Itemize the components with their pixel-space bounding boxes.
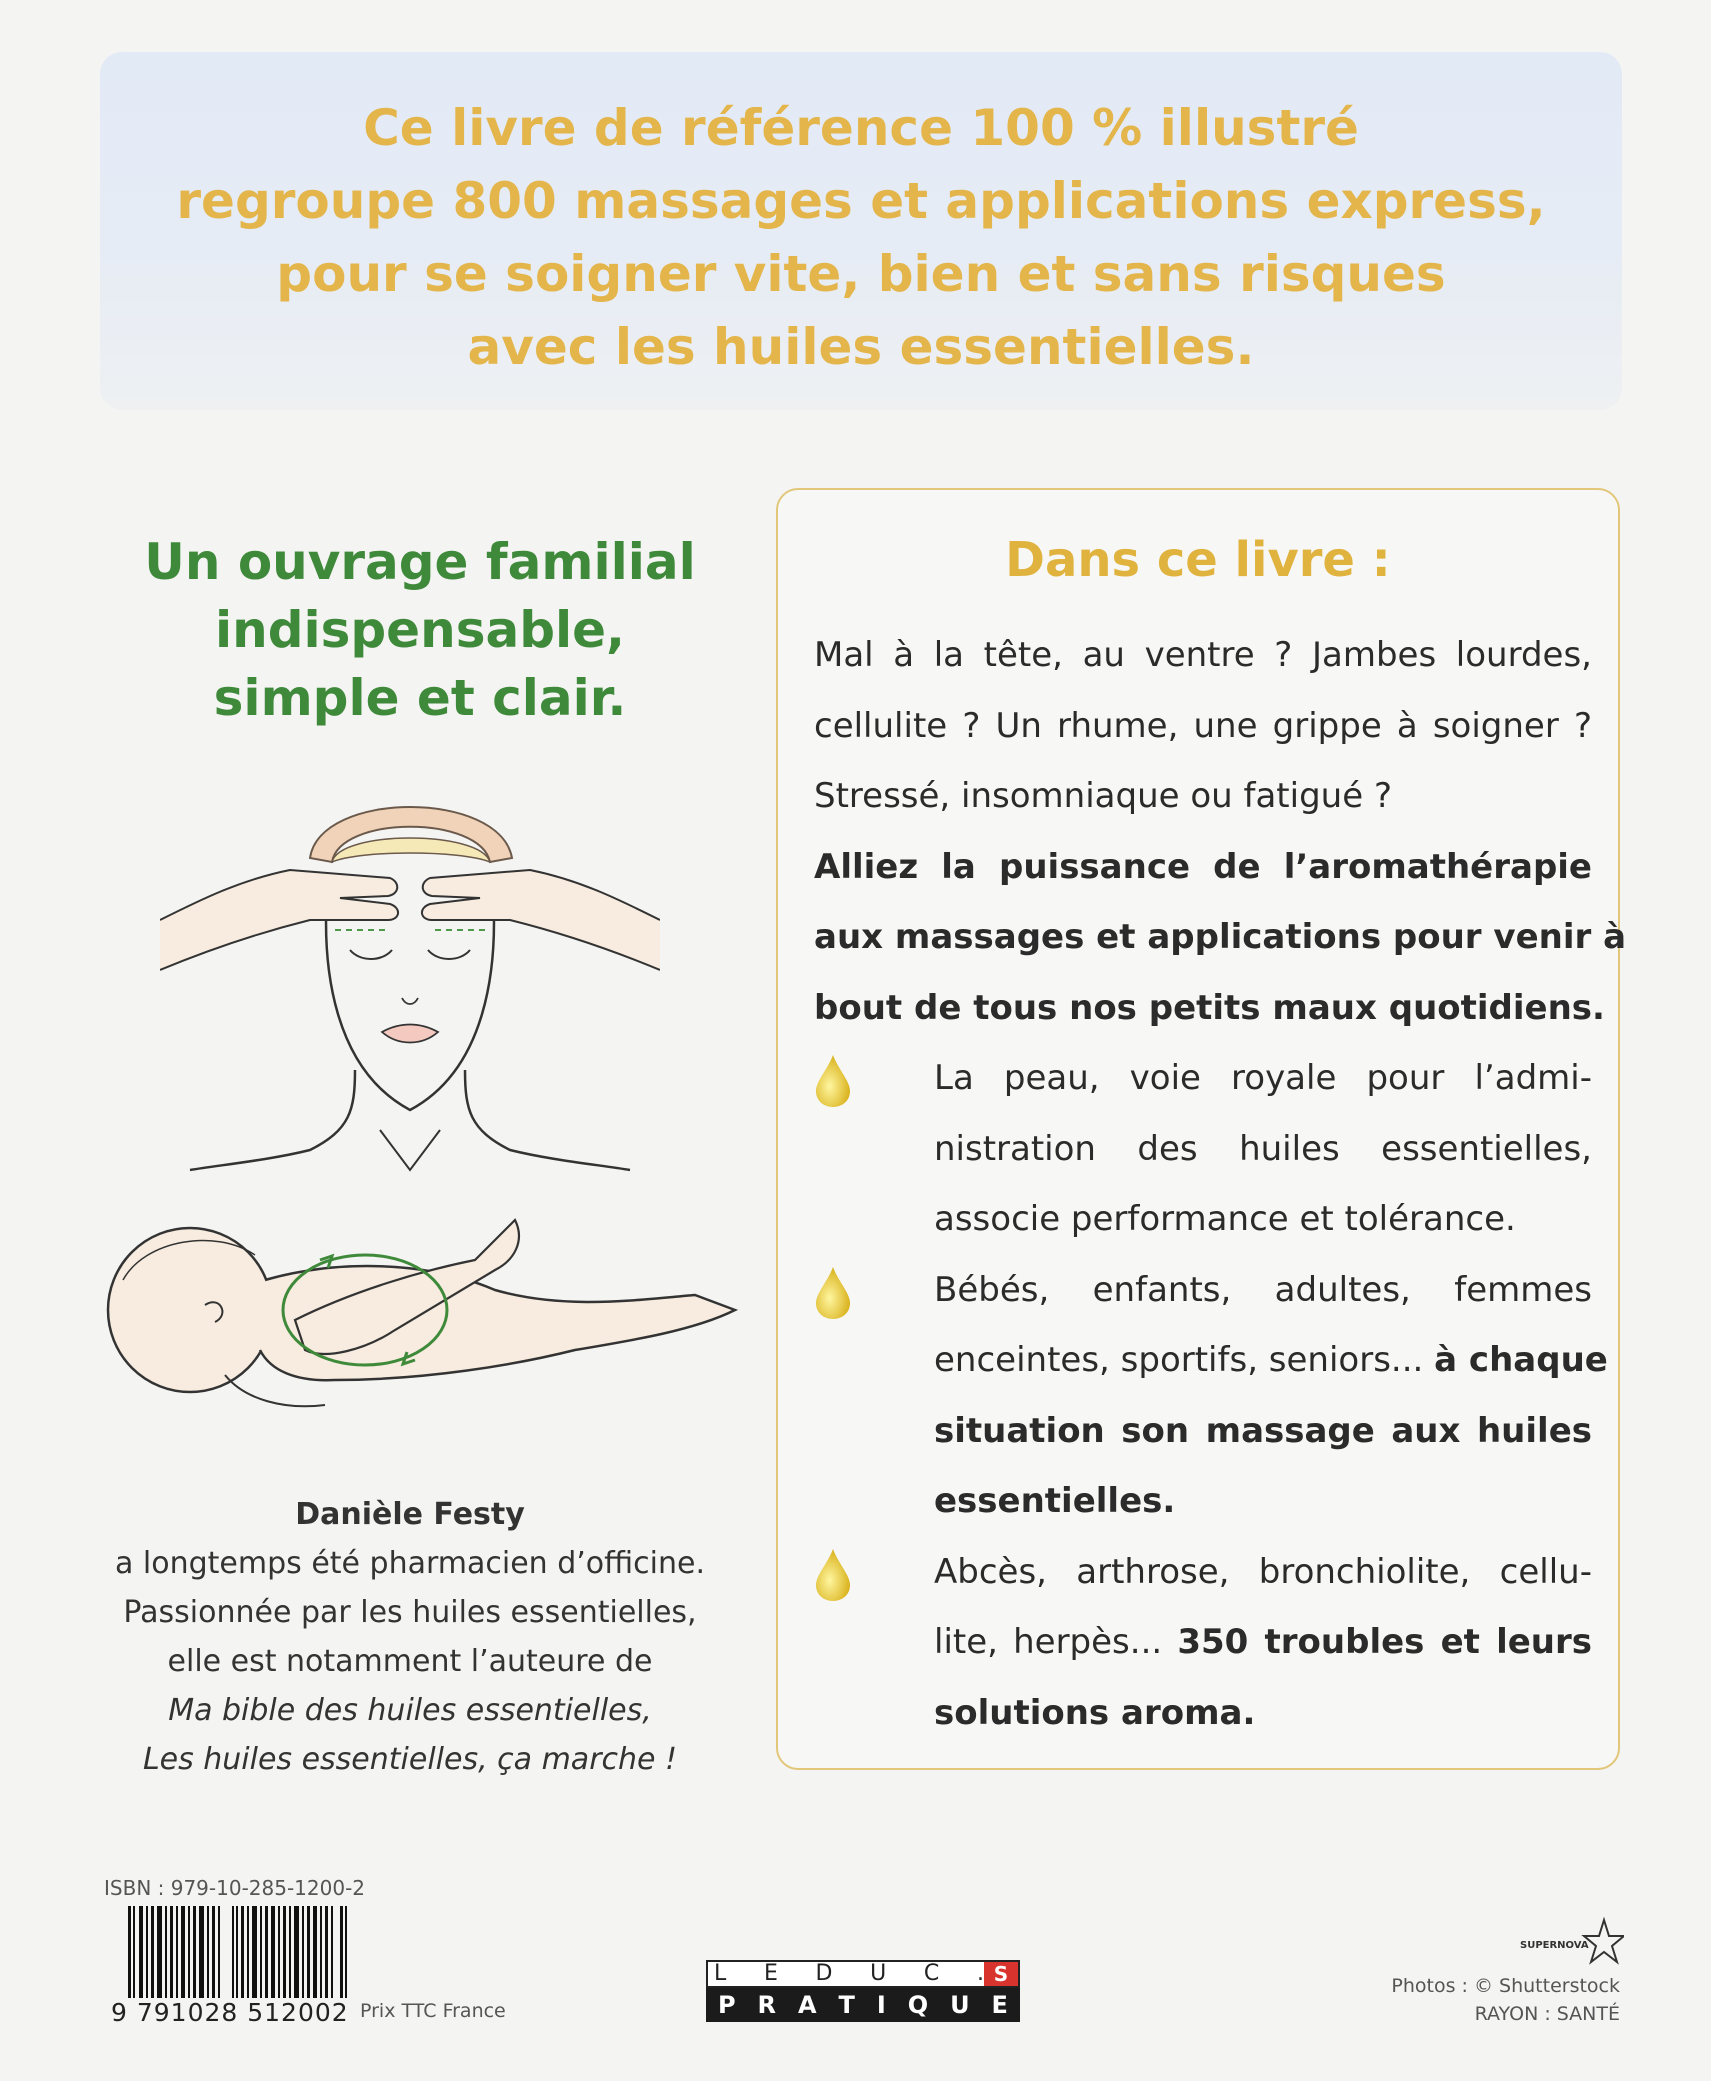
author-name: Danièle Festy [295, 1497, 525, 1532]
publisher-logo-top [706, 1960, 1020, 1988]
publisher-s-badge: S [984, 1962, 1018, 1986]
summary-line: regroupe 800 massages et applications express, [176, 172, 1546, 230]
highlight-line: Alliez la puissance de l’aromathérapie [814, 846, 1592, 887]
author-bio-line: elle est notamment l’auteure de [167, 1644, 653, 1679]
barcode [128, 1906, 348, 2012]
bullet-line: Abcès, arthrose, bronchiolite, cellu- [934, 1551, 1592, 1592]
credits [1340, 1972, 1620, 2028]
shelf-category: RAYON : SANTÉ [1474, 2003, 1620, 2025]
bullet-audiences [814, 1255, 1608, 1537]
publisher-collection: P R A T I Q U E [718, 1991, 1008, 2019]
intro-line: Stressé, insomniaque ou fatigué ? [814, 776, 1392, 816]
bullet-line: solutions aroma. [934, 1692, 1256, 1733]
tagline-line: indispensable, [214, 601, 626, 659]
publisher-logo [706, 1960, 1020, 2024]
tagline-line: simple et clair. [213, 669, 627, 727]
publisher-name: L E D U C . [714, 1961, 984, 1986]
contents-panel [776, 488, 1627, 1770]
bullet-skin [814, 1043, 1592, 1255]
summary-line: pour se soigner vite, bien et sans risques [276, 245, 1446, 303]
oil-drop-icon [814, 1265, 852, 1321]
face-massage-illustration [160, 770, 660, 1180]
publisher-logo-bottom [706, 1988, 1020, 2022]
isbn-text: ISBN : 979-10-285-1200-2 [104, 1876, 366, 1900]
bullet-line: associe performance et tolérance. [934, 1199, 1516, 1239]
barcode-digits: 9 791028 512002 [108, 1998, 352, 2027]
baby-massage-illustration [95, 1200, 745, 1450]
book-title: Les huiles essentielles, ça marche ! [142, 1742, 678, 1777]
price-label: Prix TTC France [360, 2000, 506, 2022]
bullet-line: La peau, voie royale pour l’admi- [934, 1058, 1592, 1098]
intro-line: Mal à la tête, au ventre ? Jambes lourdes, [814, 635, 1592, 675]
panel-title: Dans ce livre : [1005, 532, 1391, 588]
intro-line: cellulite ? Un rhume, une grippe à soigner ? [814, 705, 1592, 746]
bullet-line: enceintes, sportifs, seniors... à chaque [934, 1340, 1608, 1380]
highlight-line: aux massages et applications pour venir à [814, 917, 1627, 957]
tagline-line: Un ouvrage familial [144, 533, 696, 591]
book-title: Ma bible des huiles essentielles, [168, 1693, 652, 1728]
author-bio-line: Passionnée par les huiles essentielles, [123, 1595, 697, 1630]
supernova-logo [1518, 1916, 1624, 1966]
photo-credit: Photos : © Shutterstock [1391, 1975, 1620, 1997]
summary-line: avec les huiles essentielles. [467, 318, 1255, 376]
author-bio-line: a longtemps été pharmacien d’officine. [115, 1546, 705, 1581]
tagline [100, 528, 740, 732]
summary-line: Ce livre de référence 100 % illustré [363, 99, 1359, 157]
bullet-line: situation son massage aux huiles [934, 1410, 1592, 1451]
bullet-line: essentielles. [934, 1481, 1176, 1521]
bullet-line: lite, herpès... 350 troubles et leurs [934, 1622, 1593, 1662]
bullet-line: Bébés, enfants, adultes, femmes [934, 1269, 1592, 1310]
oil-drop-icon [814, 1053, 852, 1109]
svg-text:SUPERNOVA: SUPERNOVA [1520, 1940, 1589, 1951]
author-block [90, 1490, 730, 1784]
summary-text [100, 92, 1622, 384]
summary-banner [100, 52, 1622, 410]
highlight-line: bout de tous nos petits maux quotidiens. [814, 987, 1605, 1028]
bullet-line: nistration des huiles essentielles, [934, 1128, 1592, 1169]
oil-drop-icon [814, 1547, 852, 1603]
bullet-troubles [814, 1537, 1592, 1749]
panel-body [814, 620, 1627, 1748]
